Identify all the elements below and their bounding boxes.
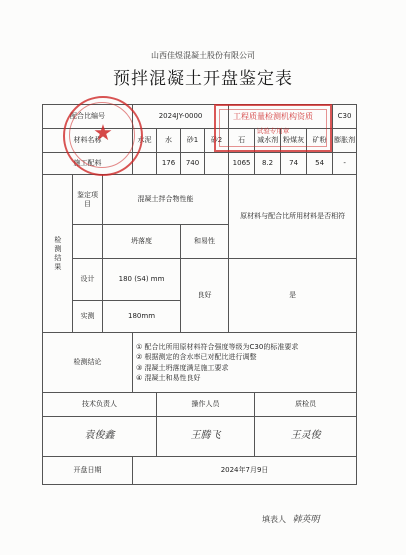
measured-label: 实测 <box>73 301 103 333</box>
mix-value: 54 <box>307 153 333 175</box>
mix-value: 176 <box>157 153 181 175</box>
material-name: 水泥 <box>133 129 157 153</box>
filler-signature: 韩英明 <box>292 515 320 525</box>
material-name: 矿粉 <box>307 129 333 153</box>
tech-lead-signature-text: 袁俊鑫 <box>84 430 115 442</box>
design-label: 设计 <box>73 259 103 301</box>
mix-number-label: 配合比编号 <box>43 105 133 129</box>
inspector-signature-text: 王灵俊 <box>290 430 321 442</box>
material-name: 粉煤灰 <box>281 129 307 153</box>
conform-label: 原材料与配合比所用材料是否相符 <box>229 175 357 259</box>
conclusion-line: ③ 混凝土坍落度满足施工要求 <box>136 363 229 372</box>
star-icon: ★ <box>93 121 113 146</box>
rect-stamp-line1: 工程质量检测机构资质 <box>233 112 313 121</box>
check-item-label: 鉴定项目 <box>73 175 103 225</box>
tech-lead-signature <box>43 417 157 457</box>
signature-header-row <box>43 393 357 417</box>
mix-value <box>205 153 229 175</box>
strength-grade: C30 <box>333 105 357 129</box>
slump-label: 坍落度 <box>103 225 181 259</box>
materials-label: 材料名称 <box>43 129 133 153</box>
material-name: 减水剂 <box>255 129 281 153</box>
workability-label: 混凝土拌合物性能 <box>103 175 229 225</box>
mix-value: - <box>333 153 357 175</box>
material-name: 石 <box>229 129 255 153</box>
conclusion-label: 检测结论 <box>43 333 133 393</box>
opening-date-value: 2024年7月9日 <box>133 457 357 485</box>
rect-qualification-stamp <box>214 104 332 152</box>
conclusion-line: ① 配合比所用原材料符合强度等级为C30的标准要求 <box>136 343 299 352</box>
measured-value: 180mm <box>103 301 181 333</box>
design-row <box>43 259 357 301</box>
mix-value: 1065 <box>229 153 255 175</box>
rect-stamp-line2: 试验专用章 <box>256 127 290 135</box>
round-lab-stamp <box>63 96 143 176</box>
material-name: 膨胀剂 <box>333 129 357 153</box>
mix-value: 740 <box>181 153 205 175</box>
material-name: 砂2 <box>205 129 229 153</box>
mix-value: 8.2 <box>255 153 281 175</box>
tech-lead-label: 技术负责人 <box>43 393 157 417</box>
material-name: 砂1 <box>181 129 205 153</box>
operator-signature <box>157 417 255 457</box>
check-section-label: 检测结果 <box>43 175 73 333</box>
blank-cell <box>73 225 103 259</box>
cohesion-label: 和易性 <box>181 225 229 259</box>
conclusion-line: ④ 混凝土和易性良好 <box>136 373 201 382</box>
mix-number-value: 2024JY-0000 <box>133 105 229 129</box>
conclusion-line: ② 根据测定的含水率已对配比进行调整 <box>136 353 257 362</box>
signature-row <box>43 417 357 457</box>
operator-label: 操作人员 <box>157 393 255 417</box>
company-name: 山西佳煜混凝土股份有限公司 <box>151 51 255 60</box>
inspector-signature <box>255 417 357 457</box>
opening-date-row <box>43 457 357 485</box>
material-name: 水 <box>157 129 181 153</box>
conclusion-text <box>133 333 357 393</box>
operator-signature-text: 王腾飞 <box>190 430 221 442</box>
mix-value: 74 <box>281 153 307 175</box>
inspector-label: 质检员 <box>255 393 357 417</box>
filler-label: 填表人 <box>262 515 286 524</box>
mix-label: 施工配料 <box>43 153 133 175</box>
form-filler <box>262 512 320 525</box>
page-title: 预拌混凝土开盘鉴定表 <box>113 69 293 89</box>
design-value: 180 (S4) mm <box>103 259 181 301</box>
check-header-row <box>43 175 357 225</box>
conclusion-row <box>43 333 357 393</box>
cohesion-value: 良好 <box>181 259 229 333</box>
opening-date-label: 开盘日期 <box>43 457 133 485</box>
conform-value: 是 <box>229 259 357 333</box>
